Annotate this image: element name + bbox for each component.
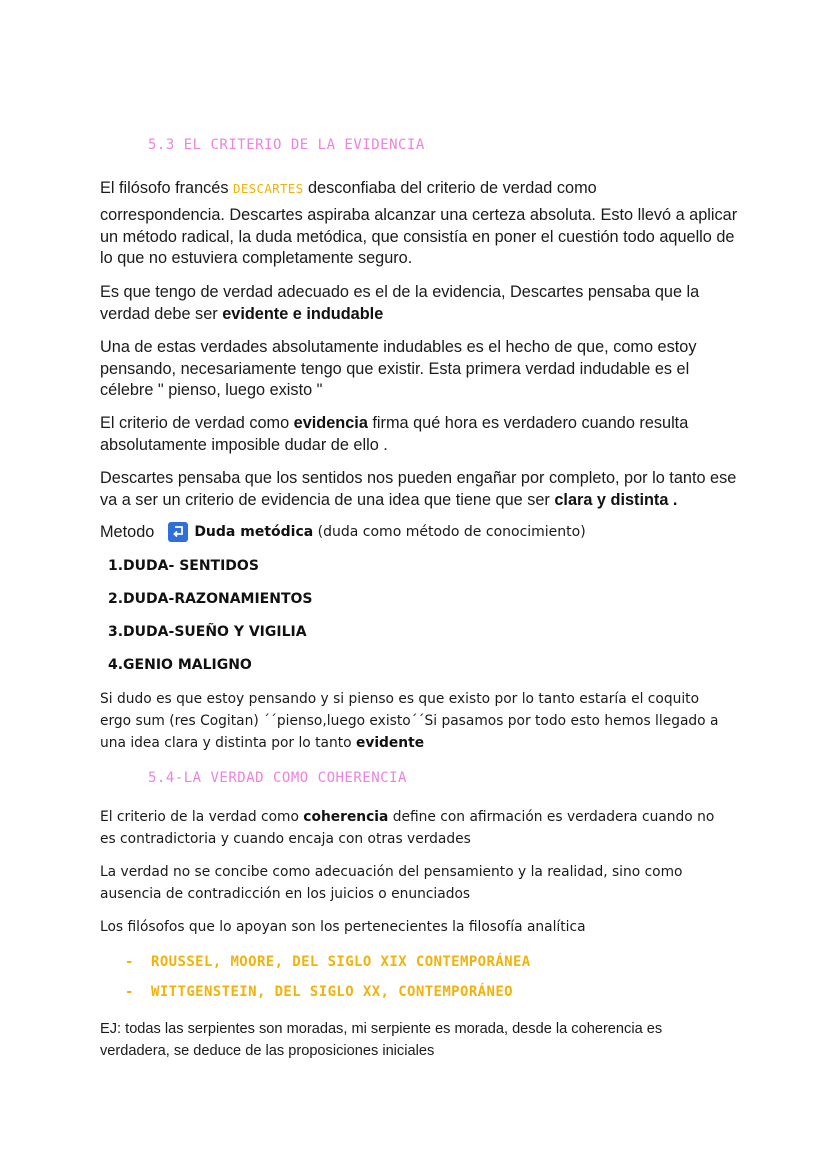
intro-text: El filósofo francés <box>100 179 234 197</box>
metodo-rest: (duda como método de conocimiento) <box>313 524 586 540</box>
evidence-text: Es que tengo de verdad adecuado es el de la evidencia, Descartes pensaba que la verdad debe ser <box>100 283 700 323</box>
cogito-text: Si dudo es que estoy pensando y si pienso es que existo por lo tanto estaría el coquito ergo sum (res Cogitan) ´´pienso,luego existo´´Si pasamos por todo esto hemos llegado a una idea clara y distinta por lo tanto <box>100 691 719 751</box>
paragraph-descartes-method: correspondencia. Descartes aspiraba alcanzar una certeza absoluta. Esto llevó a aplicar un método radical, la duda metódica, que consistía en poner el cuestión todo aquello de lo que no estuviera completamente seguro. <box>100 206 738 267</box>
list-item: 3.DUDA-SUEÑO Y VIGILIA <box>108 624 307 640</box>
criterio-text-post: firma qué hora es verdadero cuando resulta absolutamente imposible dudar de ello . <box>100 414 689 454</box>
list-item <box>125 954 531 970</box>
paragraph-filosofos: Los filósofos que lo apoyan son los pertenecientes la filosofía analítica <box>100 919 586 935</box>
metodo-bold: Duda metódica <box>194 524 314 540</box>
list-item: 2.DUDA-RAZONAMIENTOS <box>108 591 313 607</box>
paragraph-criterio <box>100 413 740 456</box>
bullet-dash: - <box>125 954 134 970</box>
criterio-text: El criterio de verdad como <box>100 414 294 432</box>
list-item <box>125 984 513 1000</box>
return-arrow-icon <box>168 522 188 542</box>
list-item: 4.GENIO MALIGNO <box>108 657 252 673</box>
coherencia-text: El criterio de la verdad como <box>100 809 304 825</box>
sentidos-bold: clara y distinta <box>554 490 669 509</box>
criterio-bold: evidencia <box>293 414 368 432</box>
bullet-text: ROUSSEL, MOORE, DEL SIGLO XIX CONTEMPORÁNEA <box>151 954 531 970</box>
metodo-label: Metodo <box>100 522 155 541</box>
descartes-name: DESCARTES <box>233 181 304 196</box>
list-item: 1.DUDA- SENTIDOS <box>108 558 259 574</box>
paragraph-ejemplo: EJ: todas las serpientes son moradas, mi serpiente es morada, desde la coherencia es verdadera, se deduce de las proposiciones iniciales <box>100 1021 663 1059</box>
metodo-row <box>100 522 586 542</box>
paragraph-evidence <box>100 282 740 325</box>
paragraph-adecuacion: La verdad no se concibe como adecuación del pensamiento y la realidad, sino como ausencia de contradicción en los juicios o enunciados <box>100 864 683 902</box>
paragraph-pienso: Una de estas verdades absolutamente indudables es el hecho de que, como estoy pensando, necesariamente tengo que existir. Esta primera verdad indudable es el célebre " pienso, luego existo " <box>100 338 697 399</box>
bullet-text: WITTGENSTEIN, DEL SIGLO XX, CONTEMPORÁNEO <box>151 984 513 1000</box>
coherencia-text-post: define con afirmación es verdadera cuando no es contradictoria y cuando encaja con otras verdades <box>100 809 715 847</box>
section-heading-5-3: 5.3 EL CRITERIO DE LA EVIDENCIA <box>148 137 425 153</box>
section-heading-5-4: 5.4-LA VERDAD COMO COHERENCIA <box>148 770 407 786</box>
bullet-dash: - <box>125 984 134 1000</box>
paragraph-cogito <box>100 688 730 754</box>
intro-text-post: desconfiaba del criterio de verdad como <box>303 179 597 197</box>
metodo-description <box>194 524 585 540</box>
sentidos-text: Descartes pensaba que los sentidos nos pueden engañar por completo, por lo tanto ese va a ser un criterio de evidencia de una idea que tiene que ser <box>100 469 737 509</box>
paragraph-sentidos <box>100 468 740 511</box>
coherencia-bold: coherencia <box>303 809 389 825</box>
paragraph-coherencia <box>100 806 730 850</box>
paragraph-descartes-intro <box>100 178 740 200</box>
sentidos-period: . <box>668 490 678 509</box>
evidence-bold: evidente e indudable <box>222 304 384 323</box>
cogito-bold: evidente <box>355 735 425 751</box>
